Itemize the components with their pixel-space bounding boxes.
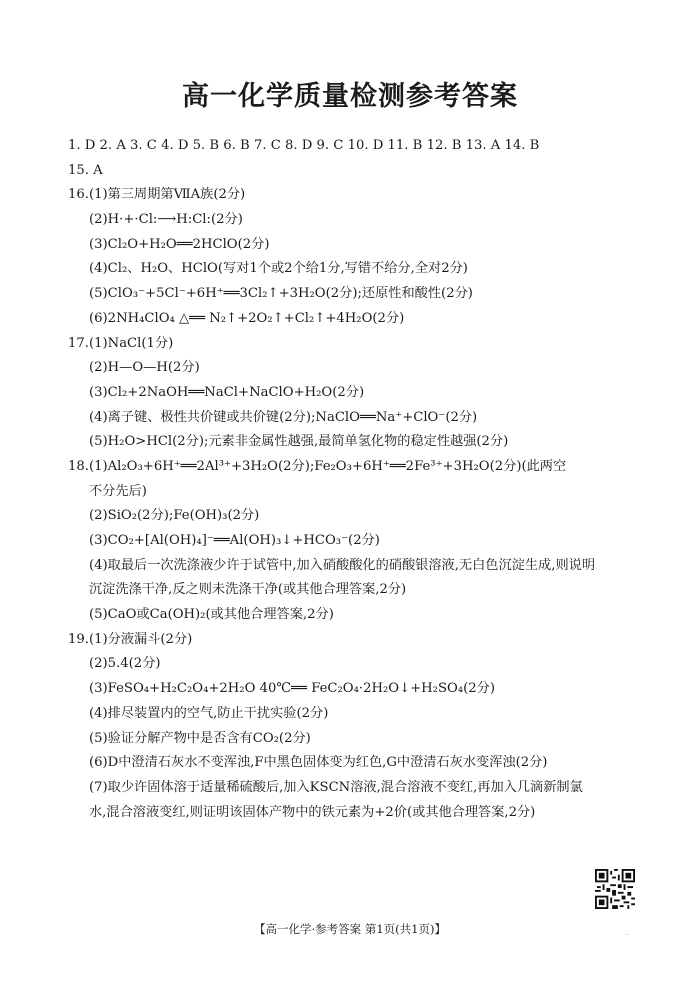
answer-line: (5)验证分解产物中是否含有CO₂(2分) (89, 730, 311, 746)
answer-line: (3)Cl₂O+H₂O══2HClO(2分) (89, 236, 270, 252)
answer-line: (4)取最后一次洗涤液少许于试管中,加入硝酸酸化的硝酸银溶液,无白色沉淀生成,则说明 (89, 557, 596, 573)
answer-line: 16.(1)第三周期第ⅦA族(2分) (68, 187, 246, 203)
answer-line: 水,混合溶液变红,则证明该固体产物中的铁元素为+2价(或其他合理答案,2分) (89, 804, 536, 820)
scan-mark: .. (625, 930, 629, 937)
answer-line: (3)Cl₂+2NaOH══NaCl+NaClO+H₂O(2分) (89, 384, 365, 400)
answer-line: 沉淀洗涤干净,反之则未洗涤干净(或其他合理答案,2分) (89, 582, 407, 598)
answer-line: (4)离子键、极性共价键或共价键(2分);NaClO══Na⁺+ClO⁻(2分) (89, 409, 478, 425)
answer-line: (2)H—O—H(2分) (89, 360, 200, 376)
answer-line: (6)2NH₄ClO₄ △══ N₂↑+2O₂↑+Cl₂↑+4H₂O(2分) (89, 310, 405, 326)
answer-line: 不分先后) (89, 483, 147, 499)
answer-line: (5)CaO或Ca(OH)₂(或其他合理答案,2分) (89, 607, 334, 623)
answer-line: (2)5.4(2分) (89, 656, 161, 672)
answer-line: (2)SiO₂(2分);Fe(OH)₃(2分) (89, 508, 260, 524)
answer-line: 18.(1)Al₂O₃+6H⁺══2Al³⁺+3H₂O(2分);Fe₂O₃+6H⁺══2Fe³⁺+3H₂O(2分)(此两空 (68, 458, 567, 474)
answer-line: (5)ClO₃⁻+5Cl⁻+6H⁺══3Cl₂↑+3H₂O(2分);还原性和酸性(2分) (89, 286, 473, 302)
answer-line: (7)取少许固体溶于适量稀硫酸后,加入KSCN溶液,混合溶液不变红,再加入几滴新制氯 (89, 779, 583, 795)
qr-code-icon (595, 869, 635, 909)
answer-line: 17.(1)NaCl(1分) (68, 335, 174, 351)
answer-line: (4)Cl₂、H₂O、HClO(写对1个或2个给1分,写错不给分,全对2分) (89, 261, 468, 277)
answer-line: (3)FeSO₄+H₂C₂O₄+2H₂O 40℃══ FeC₂O₄·2H₂O↓+H₂SO₄(2分) (89, 681, 495, 697)
answer-line: (3)CO₂+[Al(OH)₄]⁻══Al(OH)₃↓+HCO₃⁻(2分) (89, 533, 380, 548)
answer-list (68, 134, 648, 825)
answer-line: (4)排尽装置内的空气,防止干扰实验(2分) (89, 705, 329, 721)
answer-line: 19.(1)分液漏斗(2分) (68, 631, 193, 647)
answer-line: (2)H·+·Cl:⟶H:Cl:(2分) (89, 212, 243, 228)
answer-line: (5)H₂O>HCl(2分);元素非金属性越强,最简单氢化物的稳定性越强(2分) (89, 434, 509, 450)
page-title: 高一化学质量检测参考答案 (182, 81, 518, 112)
answer-line: (6)D中澄清石灰水不变浑浊,F中黑色固体变为红色,G中澄清石灰水变浑浊(2分) (89, 755, 548, 771)
answer-line: 1. D 2. A 3. C 4. D 5. B 6. B 7. C 8. D 9. C 10. D 11. B 12. B 13. A 14. B (68, 138, 540, 153)
page-footer: 【高一化学·参考答案 第1页(共1页)】 (254, 922, 446, 936)
answer-line: 15. A (68, 162, 103, 178)
